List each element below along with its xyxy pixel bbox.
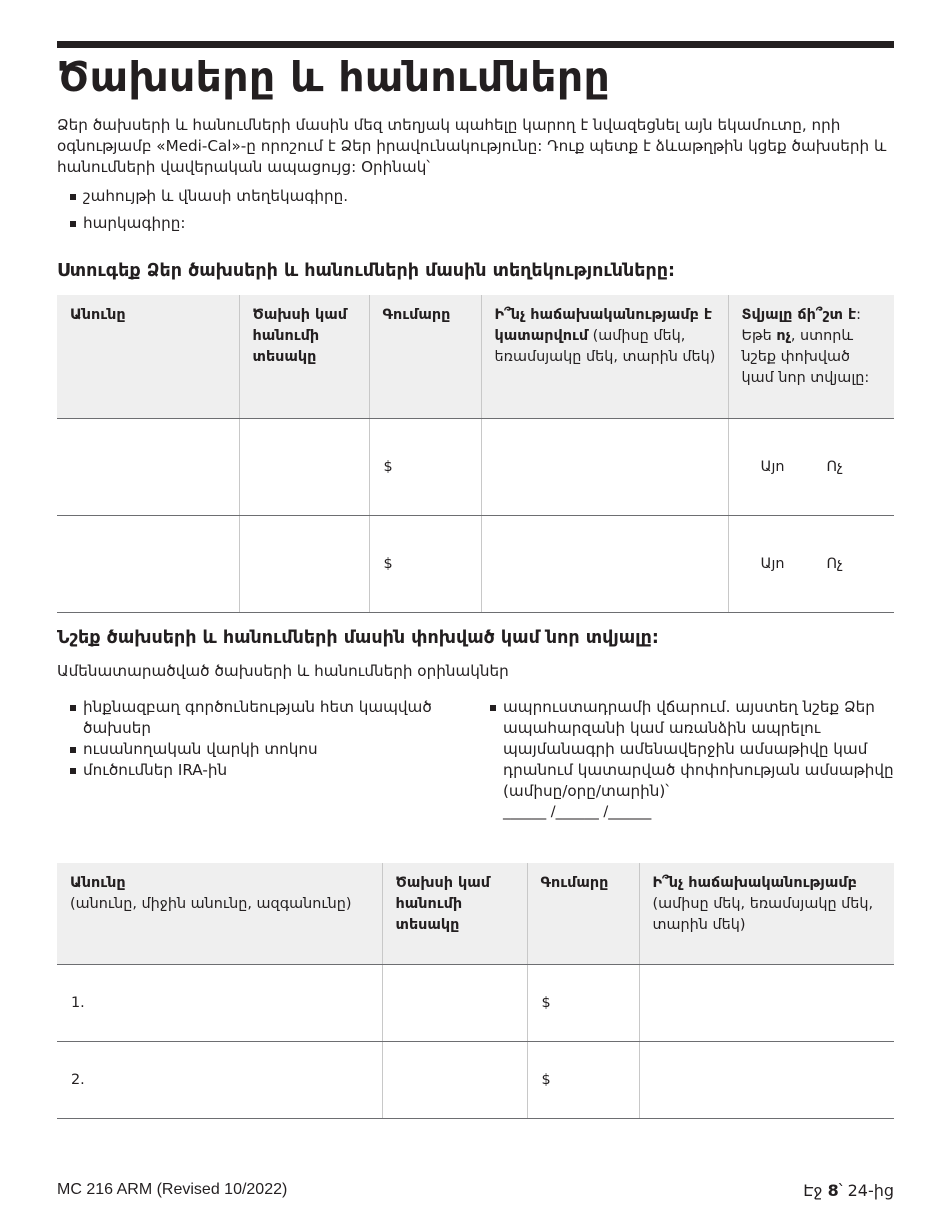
- list-item: շահույթի և վնասի տեղեկագիրը.: [69, 186, 348, 207]
- amount-cell[interactable]: $: [527, 964, 639, 1041]
- table-header-row: [57, 863, 894, 964]
- frequency-cell[interactable]: [639, 964, 894, 1041]
- frequency-cell[interactable]: [639, 1041, 894, 1118]
- name-cell[interactable]: [57, 418, 239, 515]
- date-blank[interactable]: ______ /______ /______: [503, 804, 652, 820]
- examples-list-left: [69, 697, 469, 781]
- proof-examples-list: [69, 186, 348, 240]
- type-cell[interactable]: [239, 418, 369, 515]
- col-header-type: Ծախսի կամ հանումի տեսակը: [239, 295, 369, 418]
- amount-cell[interactable]: $: [369, 515, 481, 612]
- section-heading-changed: Նշեք ծախսերի և հանումների մասին փոխված կամ նոր տվյալը:: [57, 628, 659, 648]
- top-rule: [57, 41, 894, 48]
- amount-cell[interactable]: $: [527, 1041, 639, 1118]
- list-item: մուծումներ IRA-ին: [69, 760, 469, 781]
- table-row: [57, 964, 894, 1041]
- name-cell[interactable]: 1.: [57, 964, 382, 1041]
- col-header-frequency: Ի՞նչ հաճախականությամբ (ամիսը մեկ, եռամսյակը մեկ, տարին մեկ): [639, 863, 894, 964]
- form-id: MC 216 ARM (Revised 10/2022): [57, 1181, 288, 1198]
- frequency-cell[interactable]: [481, 515, 728, 612]
- examples-list-right: [489, 697, 894, 823]
- page-number: Էջ 8՝ 24-ից: [803, 1181, 894, 1200]
- examples-subtitle: Ամենատարածված ծախսերի և հանումների օրինակներ: [57, 662, 509, 680]
- type-cell[interactable]: [382, 964, 527, 1041]
- col-header-name: Անունը: [57, 295, 239, 418]
- table-row: [57, 1041, 894, 1118]
- col-header-name: Անունը (անունը, միջին անունը, ազգանունը): [57, 863, 382, 964]
- page-title: Ծախսերը և հանումները: [57, 53, 611, 101]
- table-row: [57, 515, 894, 612]
- frequency-cell[interactable]: [481, 418, 728, 515]
- correct-cell: [728, 515, 894, 612]
- list-item: հարկագիրը:: [69, 213, 348, 234]
- col-header-correct: Տվյալը ճի՞շտ է: Եթե ոչ, ստորև նշեք փոխված կամ նոր տվյալը:: [728, 295, 894, 418]
- no-option[interactable]: Ոչ: [826, 458, 843, 475]
- list-item: ուսանողական վարկի տոկոս: [69, 739, 469, 760]
- table-row: [57, 418, 894, 515]
- type-cell[interactable]: [382, 1041, 527, 1118]
- yes-option[interactable]: Այո: [760, 555, 785, 572]
- section-heading-check: Ստուգեք Ձեր ծախսերի և հանումների մասին տեղեկությունները:: [57, 261, 675, 281]
- changed-expenses-table: [57, 863, 894, 1119]
- table-header-row: [57, 295, 894, 418]
- col-header-amount: Գումարը: [369, 295, 481, 418]
- name-cell[interactable]: 2.: [57, 1041, 382, 1118]
- yes-option[interactable]: Այո: [760, 458, 785, 475]
- amount-cell[interactable]: $: [369, 418, 481, 515]
- name-cell[interactable]: [57, 515, 239, 612]
- correct-cell: [728, 418, 894, 515]
- col-header-type: Ծախսի կամ հանումի տեսակը: [382, 863, 527, 964]
- intro-paragraph: Ձեր ծախսերի և հանումների մասին մեզ տեղյակ պահելը կարող է նվազեցնել այն եկամուտը, որի օգնությամբ «Medi-Cal»-ը որոշում է Ձեր իրավունակությունը: Դուք պետք է ձևաթղթին կցեք ծախսերի և հանումների վավերական ապացույց: Օրինակ՝: [57, 116, 887, 176]
- type-cell[interactable]: [239, 515, 369, 612]
- list-item: ապրուստադրամի վճարում. այստեղ նշեք Ձեր ապահարզանի կամ առանձին ապրելու պայմանագրի ամենավերջին ամսաթիվը կամ դրանում կատարված փոփոխության ամսաթիվը (ամիսը/օրը/տարին)՝: [489, 697, 894, 802]
- check-expenses-table: [57, 295, 894, 613]
- no-option[interactable]: Ոչ: [826, 555, 843, 572]
- col-header-frequency: Ի՞նչ հաճախականությամբ է կատարվում (ամիսը մեկ, եռամսյակը մեկ, տարին մեկ): [481, 295, 728, 418]
- col-header-amount: Գումարը: [527, 863, 639, 964]
- list-item: ինքնազբաղ գործունեության հետ կապված ծախսեր: [69, 697, 469, 739]
